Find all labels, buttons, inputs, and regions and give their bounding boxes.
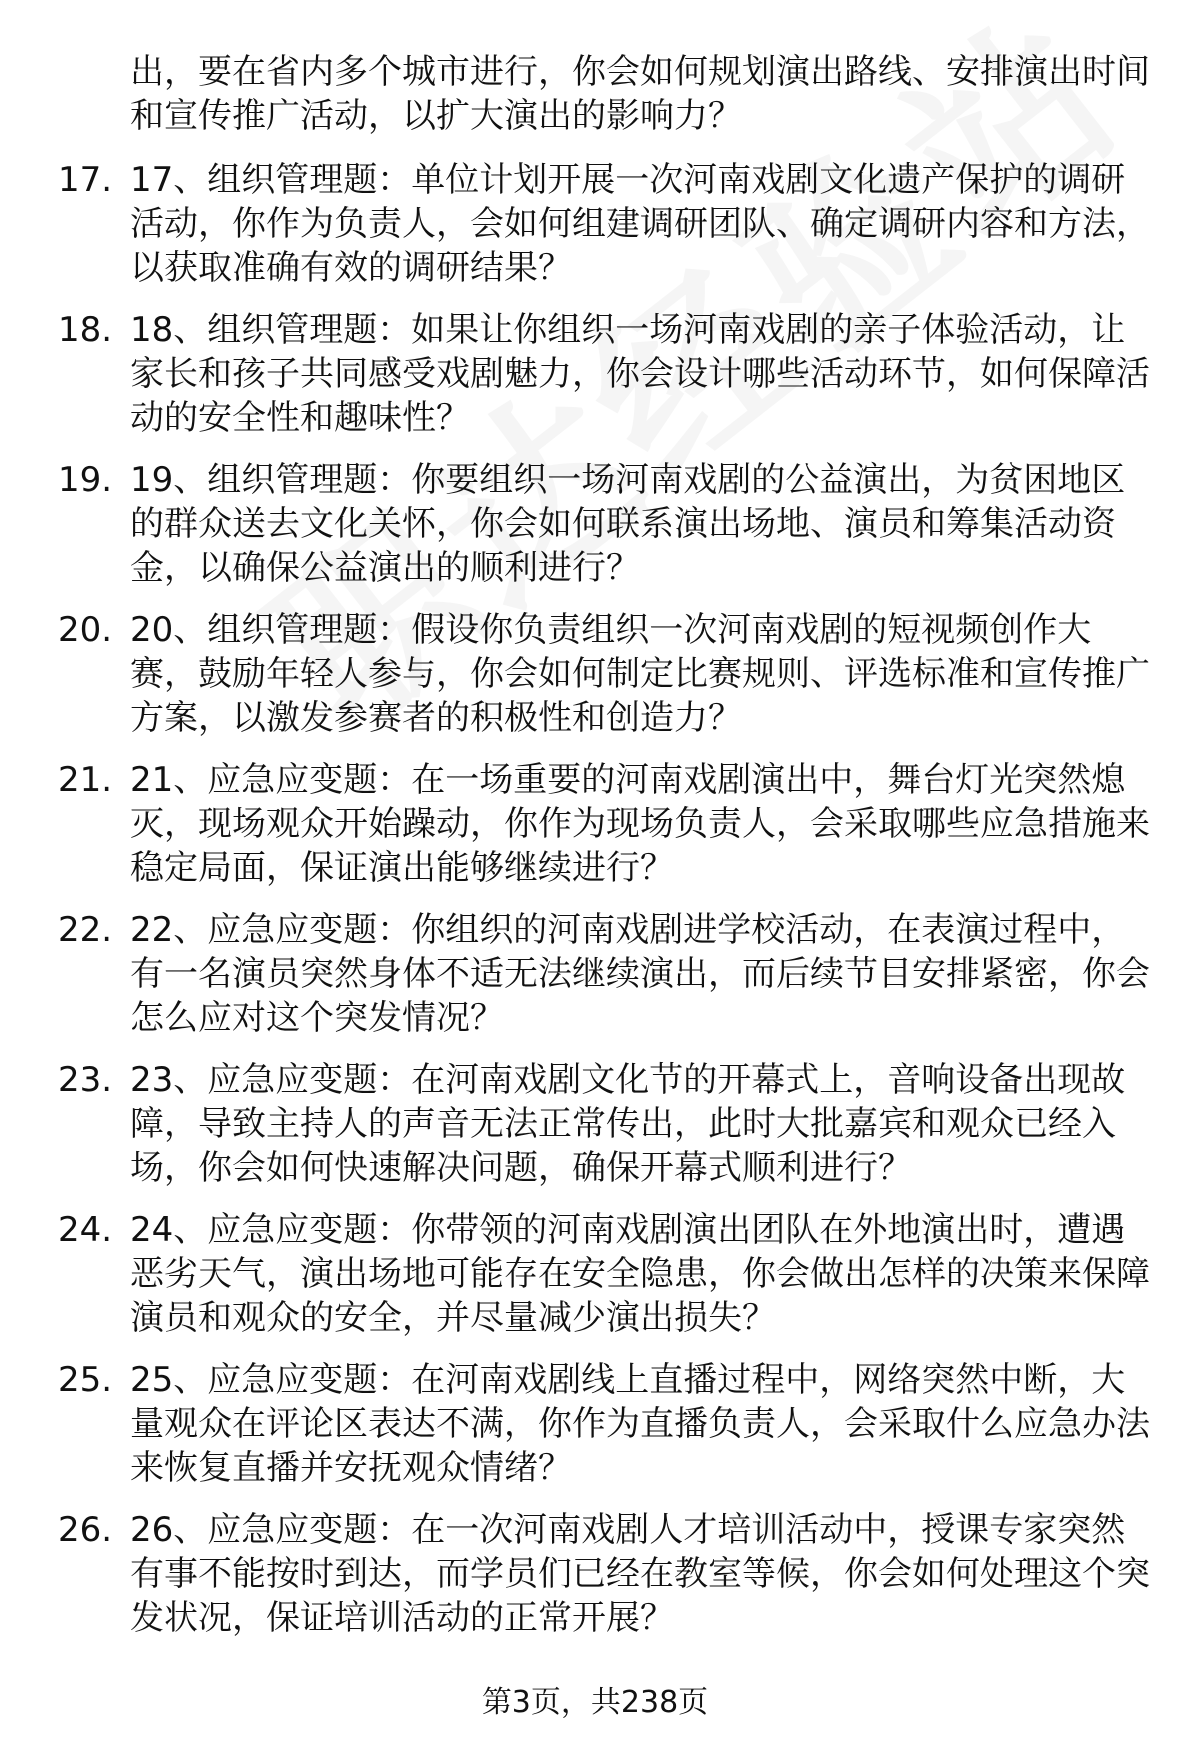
question-number: 21. bbox=[58, 760, 113, 800]
question-number: 18. bbox=[58, 310, 113, 350]
question-text: 22、应急应变题：你组织的河南戏剧进学校活动，在表演过程中，有一名演员突然身体不适无法继续演出，而后续节目安排紧密，你会怎么应对这个突发情况？ bbox=[130, 910, 1150, 1038]
question-text: 17、组织管理题：单位计划开展一次河南戏剧文化遗产保护的调研活动，你作为负责人，会如何组建调研团队、确定调研内容和方法，以获取准确有效的调研结果？ bbox=[130, 160, 1150, 288]
question-text: 25、应急应变题：在河南戏剧线上直播过程中，网络突然中断，大量观众在评论区表达不满，你作为直播负责人，会采取什么应急办法来恢复直播并安抚观众情绪？ bbox=[130, 1360, 1150, 1488]
question-number: 19. bbox=[58, 460, 113, 500]
question-item bbox=[0, 308, 1190, 458]
page-footer: 第3页，共238页 bbox=[481, 1685, 709, 1720]
question-list bbox=[0, 158, 1190, 1658]
question-number: 22. bbox=[58, 910, 113, 950]
question-item bbox=[0, 158, 1190, 308]
question-text: 20、组织管理题：假设你负责组织一次河南戏剧的短视频创作大赛，鼓励年轻人参与，你会如何制定比赛规则、评选标准和宣传推广方案，以激发参赛者的积极性和创造力？ bbox=[130, 610, 1150, 738]
question-text: 18、组织管理题：如果让你组织一场河南戏剧的亲子体验活动，让家长和孩子共同感受戏剧魅力，你会设计哪些活动环节，如何保障活动的安全性和趣味性？ bbox=[130, 310, 1150, 438]
question-number: 26. bbox=[58, 1510, 113, 1550]
question-number: 17. bbox=[58, 160, 113, 200]
question-text: 19、组织管理题：你要组织一场河南戏剧的公益演出，为贫困地区的群众送去文化关怀，你会如何联系演出场地、演员和筹集活动资金，以确保公益演出的顺利进行？ bbox=[130, 460, 1126, 588]
question-text: 23、应急应变题：在河南戏剧文化节的开幕式上，音响设备出现故障，导致主持人的声音无法正常传出，此时大批嘉宾和观众已经入场，你会如何快速解决问题，确保开幕式顺利进行？ bbox=[130, 1060, 1126, 1188]
question-item bbox=[0, 1508, 1190, 1658]
question-text: 21、应急应变题：在一场重要的河南戏剧演出中，舞台灯光突然熄灭，现场观众开始躁动，你作为现场负责人，会采取哪些应急措施来稳定局面，保证演出能够继续进行？ bbox=[130, 760, 1150, 888]
question-number: 25. bbox=[58, 1360, 113, 1400]
question-item bbox=[0, 458, 1190, 608]
question-item bbox=[0, 758, 1190, 908]
question-item bbox=[0, 1208, 1190, 1358]
question-number: 23. bbox=[58, 1060, 113, 1100]
question-number: 20. bbox=[58, 610, 113, 650]
question-number: 24. bbox=[58, 1210, 113, 1250]
continued-question-text: 出，要在省内多个城市进行，你会如何规划演出路线、安排演出时间和宣传推广活动，以扩大演出的影响力？ bbox=[130, 52, 1150, 136]
question-text: 24、应急应变题：你带领的河南戏剧演出团队在外地演出时，遭遇恶劣天气，演出场地可能存在安全隐患，你会做出怎样的决策来保障演员和观众的安全，并尽量减少演出损失？ bbox=[130, 1210, 1150, 1338]
question-item bbox=[0, 908, 1190, 1058]
question-item bbox=[0, 1358, 1190, 1508]
question-item bbox=[0, 1058, 1190, 1208]
question-text: 26、应急应变题：在一次河南戏剧人才培训活动中，授课专家突然有事不能按时到达，而学员们已经在教室等候，你会如何处理这个突发状况，保证培训活动的正常开展？ bbox=[130, 1510, 1150, 1638]
question-item bbox=[0, 608, 1190, 758]
